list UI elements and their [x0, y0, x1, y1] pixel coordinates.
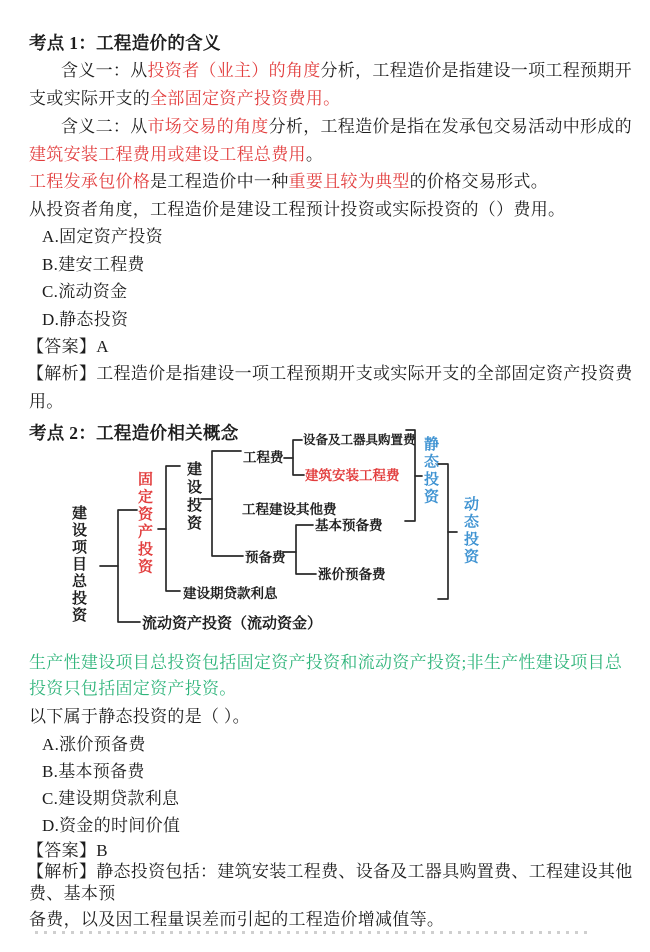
diagram-node-equipment-tools-fee: 设备及工器具购置费 — [303, 433, 416, 447]
topic1-analysis-line2: 用。 — [29, 392, 64, 411]
topic2-option-c: C.建设期贷款利息 — [42, 789, 180, 808]
topic1-question: 从投资者角度，工程造价是建设工程预计投资或实际投资的（）费用。 — [29, 200, 566, 219]
diagram-node-total-investment: 建设项目总投资 — [70, 505, 87, 624]
diagram-node-construction-investment: 建设投资 — [185, 461, 202, 533]
diagram-node-working-capital: 流动资产投资（流动资金） — [142, 615, 323, 632]
topic2-analysis-line2: 费、基本预 — [29, 884, 116, 903]
topic1-heading: 考点 1：工程造价的含义 — [29, 33, 221, 53]
topic1-answer: 【答案】A — [27, 337, 109, 356]
topic1-definition1-line2: 支或实际开支的全部固定资产投资费用。 — [29, 89, 341, 108]
topic1-option-c: C.流动资金 — [42, 282, 128, 301]
topic1-definition2-line2: 建筑安装工程费用或建设工程总费用。 — [29, 145, 324, 164]
topic2-option-d: D.资金的时间价值 — [42, 816, 181, 835]
topic2-note-line1: 生产性建设项目总投资包括固定资产投资和流动资产投资;非生产性建设项目总 — [29, 653, 623, 672]
topic1-definition1-line1: 含义一：从投资者（业主）的角度分析，工程造价是指建设一项工程预期开 — [61, 61, 632, 80]
cropped-next-line-artifact — [35, 931, 590, 934]
topic2-analysis-line1: 【解析】静态投资包括：建筑安装工程费、设备及工器具购置费、工程建设其他 — [27, 862, 633, 881]
diagram-node-price-rise-reserve-fee: 涨价预备费 — [318, 567, 386, 582]
diagram-node-static-investment: 静态投资 — [422, 436, 439, 506]
topic2-note-line2: 投资只包括固定资产投资。 — [29, 679, 237, 698]
topic1-option-d: D.静态投资 — [42, 310, 129, 329]
diagram-node-reserve-fee: 预备费 — [245, 550, 286, 565]
topic1-option-a: A.固定资产投资 — [42, 227, 163, 246]
topic2-heading: 考点 2：工程造价相关概念 — [29, 423, 239, 443]
topic1-option-b: B.建安工程费 — [42, 255, 145, 274]
diagram-node-other-construction-fee: 工程建设其他费 — [242, 502, 337, 517]
topic2-option-a: A.涨价预备费 — [42, 735, 146, 754]
diagram-node-dynamic-investment: 动态投资 — [462, 496, 479, 566]
diagram-node-engineering-fee: 工程费 — [243, 450, 284, 465]
topic1-note-line: 工程发承包价格是工程造价中一种重要且较为典型的价格交易形式。 — [29, 172, 549, 191]
topic2-option-b: B.基本预备费 — [42, 762, 145, 781]
diagram-node-loan-interest: 建设期贷款利息 — [183, 586, 278, 601]
diagram-node-basic-reserve-fee: 基本预备费 — [315, 518, 383, 533]
diagram-node-fixed-asset-investment: 固定资产投资 — [136, 471, 153, 576]
topic2-answer: 【答案】B — [27, 841, 108, 860]
topic2-analysis-line3: 备费，以及因工程量误差而引起的工程造价增减值等。 — [29, 910, 445, 929]
topic1-definition2-line1: 含义二：从市场交易的角度分析，工程造价是指在发承包交易活动中形成的 — [61, 117, 632, 136]
topic1-analysis-line1: 【解析】工程造价是指建设一项工程预期开支或实际开支的全部固定资产投资费 — [27, 364, 633, 383]
diagram-node-construction-install-fee: 建筑安装工程费 — [305, 468, 400, 483]
topic2-question: 以下属于静态投资的是（ ）。 — [29, 707, 250, 726]
